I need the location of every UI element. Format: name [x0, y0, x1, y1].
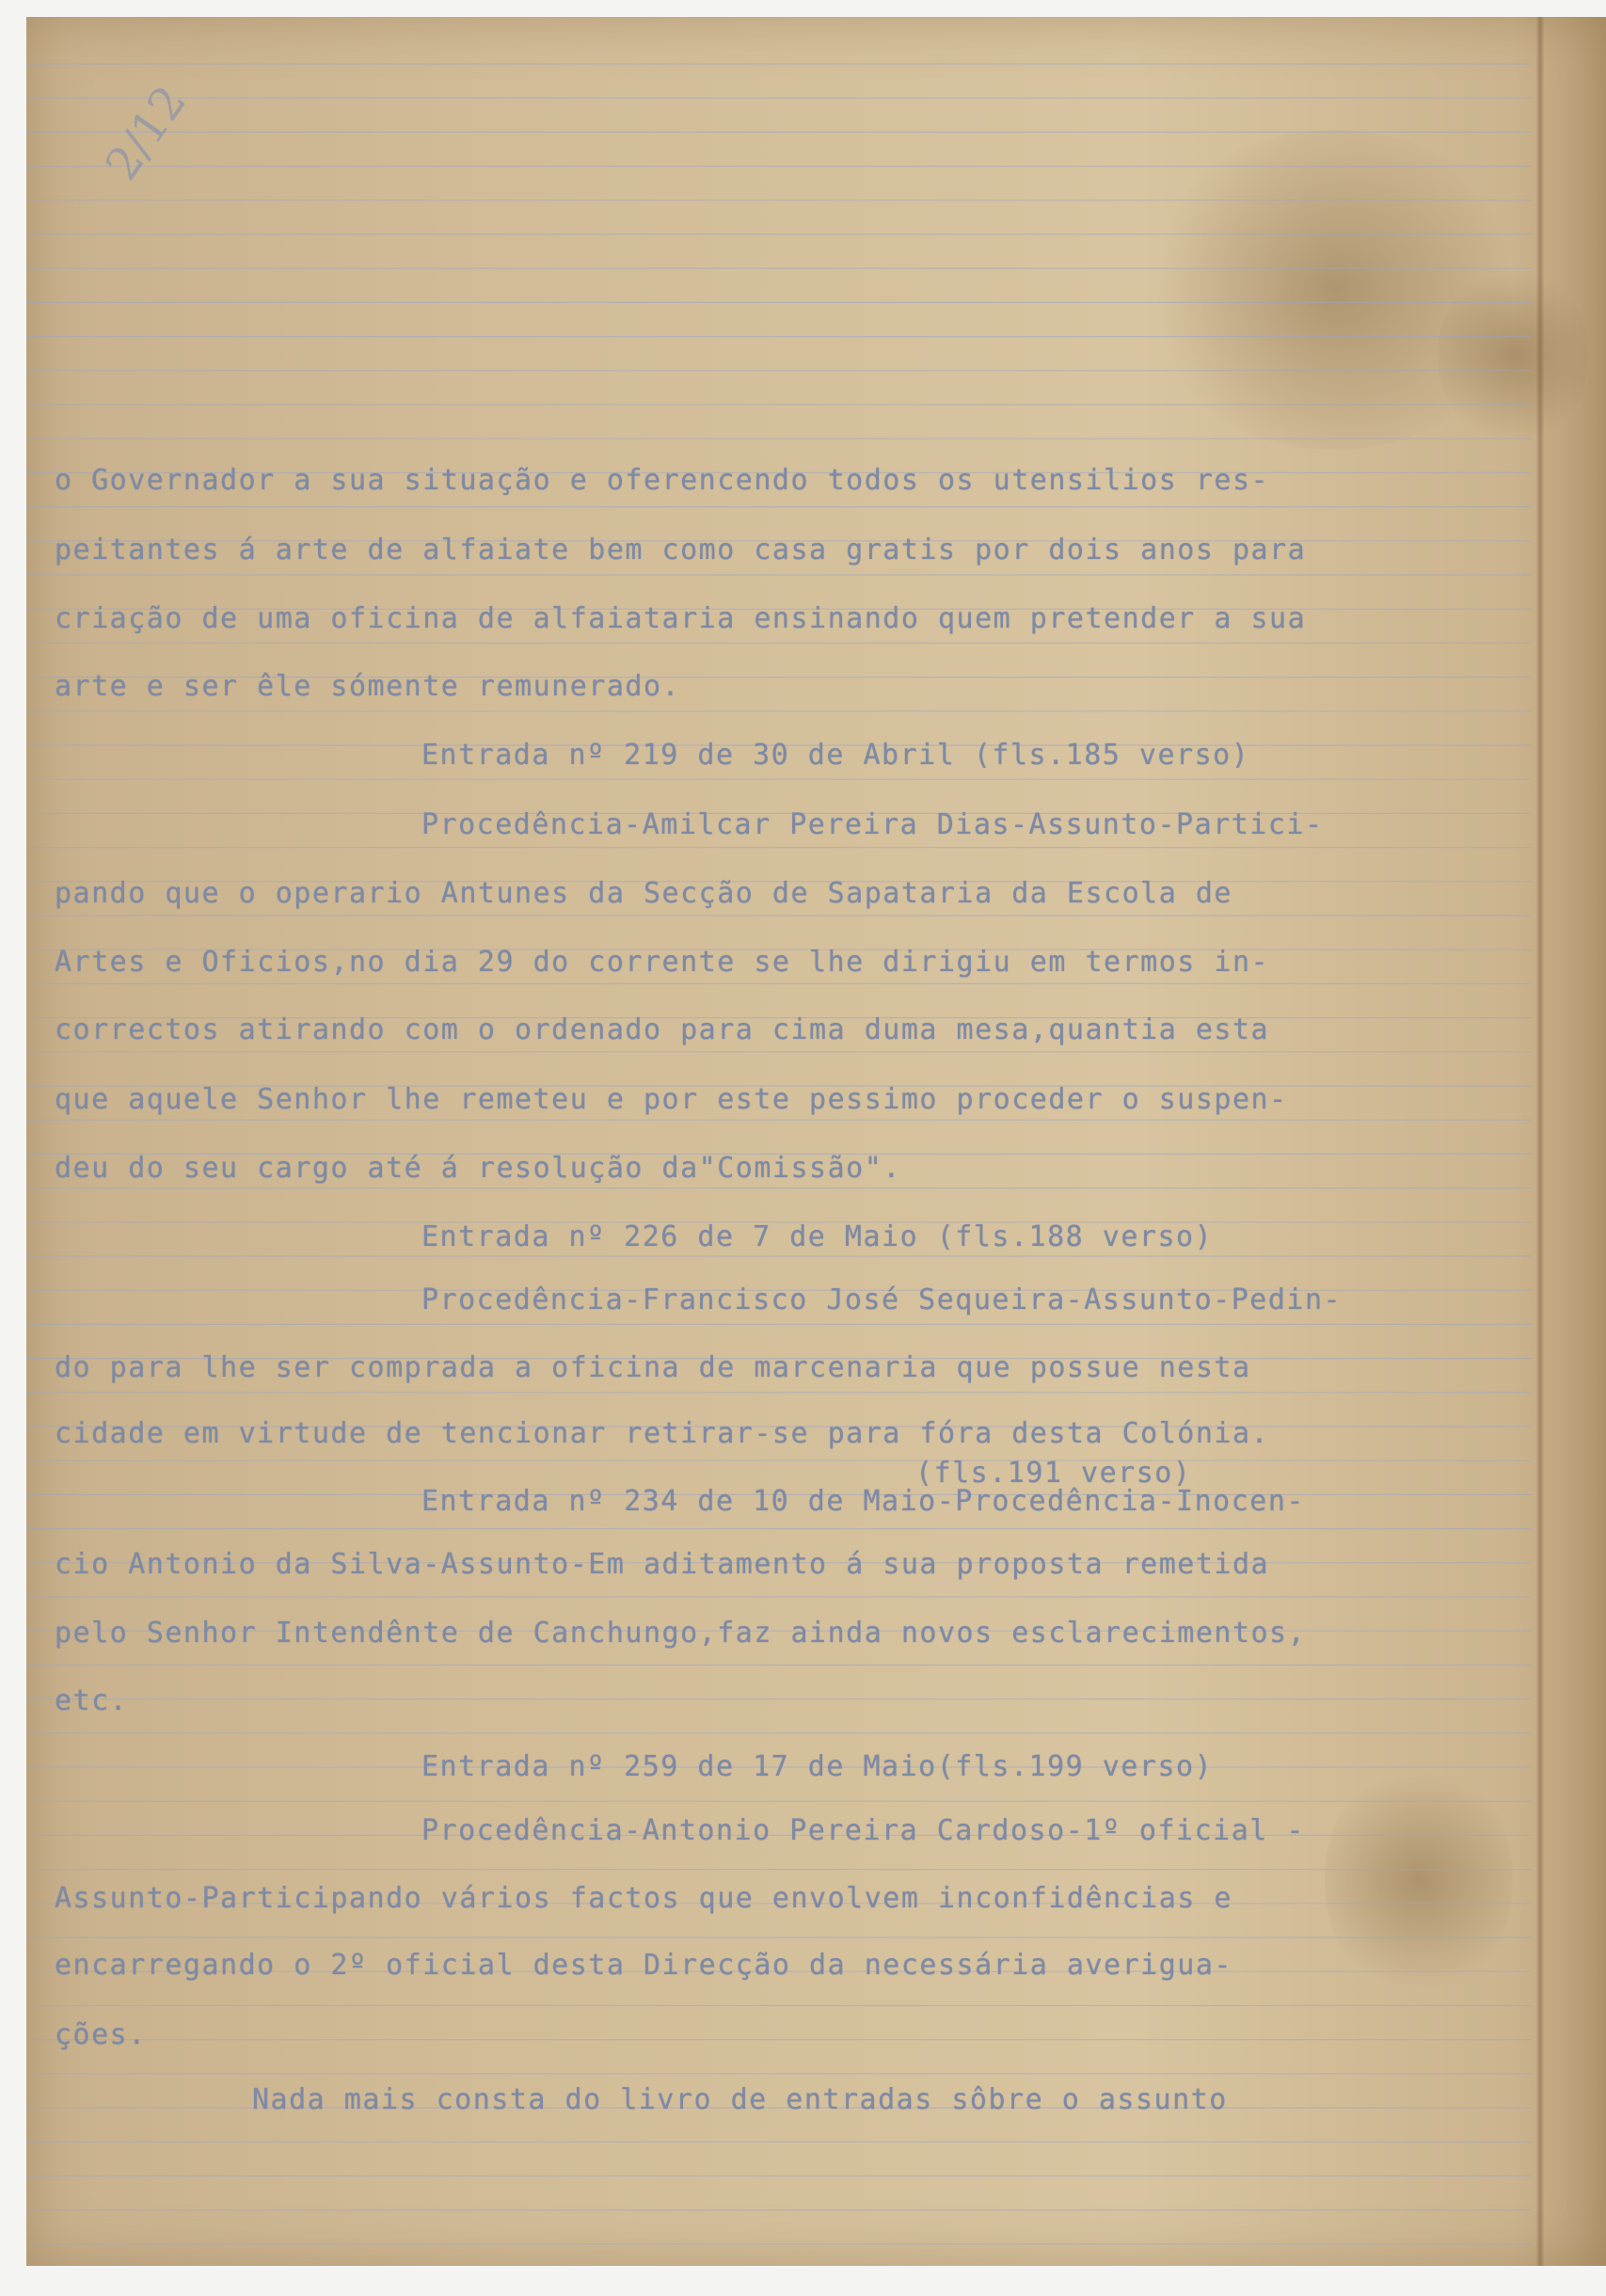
text-line: criação de uma oficina de alfaiataria ensinando quem pretender a sua [55, 602, 1307, 635]
text-line: encarregando o 2º oficial desta Direcção da necessária averigua- [55, 1949, 1232, 1982]
text-line: Procedência-Francisco José Sequeira-Assunto-Pedin- [421, 1284, 1343, 1316]
text-line: Artes e Oficios,no dia 29 do corrente se lhe dirigiu em termos in- [55, 946, 1270, 979]
document-body [55, 17, 1485, 2266]
text-line: Procedência-Antonio Pereira Cardoso-1º oficial - [421, 1814, 1305, 1847]
text-line: arte e ser êle sómente remunerado. [55, 670, 681, 703]
entry-folio: (fls.191 verso) [915, 1457, 1192, 1490]
text-line: o Governador a sua situação e oferencendo todos os utensilios res- [55, 464, 1270, 497]
text-line: peitantes á arte de alfaiate bem como casa gratis por dois anos para [55, 534, 1307, 566]
text-line: pando que o operario Antunes da Secção de Sapataria da Escola de [55, 877, 1232, 910]
text-line: cio Antonio da Silva-Assunto-Em aditamento á sua proposta remetida [55, 1548, 1270, 1581]
text-line: pelo Senhor Intendênte de Canchungo,faz ainda novos esclarecimentos, [55, 1617, 1307, 1650]
entry-heading: Entrada nº 234 de 10 de Maio-Procedência-Inocen- [421, 1485, 1305, 1518]
text-line: que aquele Senhor lhe remeteu e por este pessimo proceder o suspen- [55, 1083, 1288, 1116]
text-line: cidade em virtude de tencionar retirar-se para fóra desta Colónia. [55, 1417, 1270, 1450]
text-line: correctos atirando com o ordenado para cima duma mesa,quantia esta [55, 1013, 1270, 1046]
entry-heading: Entrada nº 226 de 7 de Maio (fls.188 verso) [421, 1220, 1214, 1253]
text-line: ções. [55, 2018, 147, 2051]
text-line: do para lhe ser comprada a oficina de marcenaria que possue nesta [55, 1351, 1251, 1384]
text-line: deu do seu cargo até á resolução da"Comissão". [55, 1152, 901, 1185]
entry-heading: Entrada nº 219 de 30 de Abril (fls.185 verso) [421, 739, 1250, 772]
closing-line: Nada mais consta do livro de entradas sôbre o assunto [252, 2083, 1228, 2116]
margin-annotation-text: 2/12 [95, 76, 198, 190]
text-line: etc. [55, 1684, 129, 1717]
text-line: Assunto-Participando vários factos que envolvem inconfidências e [55, 1882, 1232, 1915]
entry-heading: Entrada nº 259 de 17 de Maio(fls.199 verso) [421, 1750, 1214, 1783]
text-line: Procedência-Amilcar Pereira Dias-Assunto-Partici- [421, 808, 1324, 841]
document-page [26, 17, 1606, 2266]
